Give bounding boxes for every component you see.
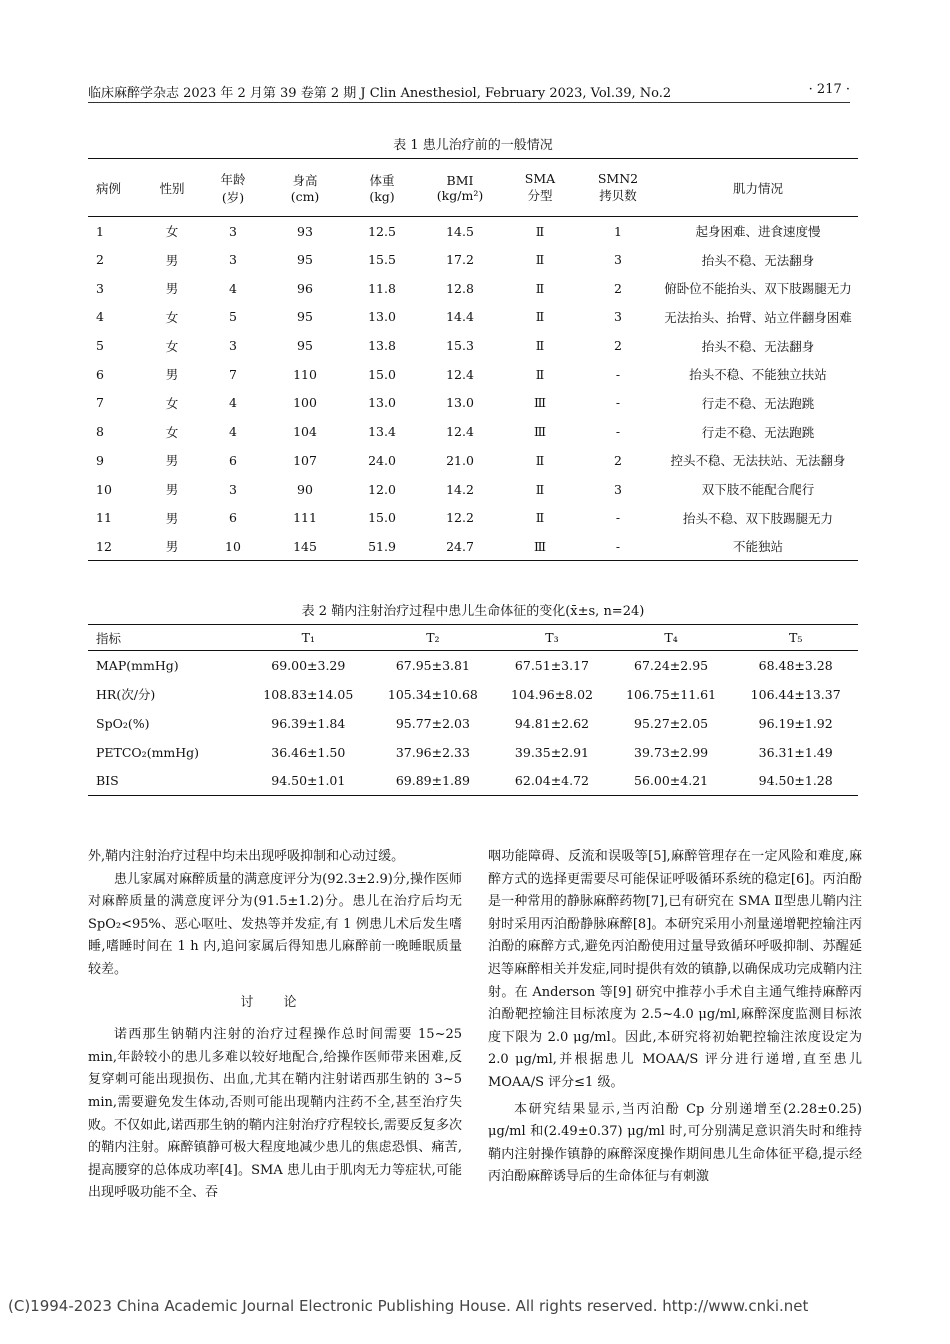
table1-cell: 11 [96,510,112,526]
table1-cell: 13.0 [368,309,396,325]
table1-cell: 15.0 [368,366,396,382]
table1-cell: - [615,538,621,554]
table1-cell: 10 [225,538,241,554]
table1-cell: 抬头不稳、双下肢踢腿无力 [682,510,833,526]
table1-cell: 5 [96,338,104,354]
table1-row [88,503,858,532]
table2-cell: 67.95±3.81 [395,657,470,673]
table2-header-row [88,625,858,651]
table1-cell: 3 [614,481,622,497]
table2-cell: BIS [96,773,119,789]
table1-cell: 男 [165,252,179,268]
table1-cell: 3 [229,223,237,239]
table1-cell: 不能独站 [732,539,783,555]
table2-cell: 37.96±2.33 [395,744,470,760]
table1-cell: Ⅱ [535,452,545,468]
t1-h-sex: 性别 [159,180,185,196]
table1-cell: 5 [229,309,237,325]
table1-cell: 4 [96,309,104,325]
table1-cell: 110 [293,366,317,382]
table1-cell: 1 [614,223,622,239]
table1-cell: 14.2 [446,481,474,497]
table2-caption: 表 2 鞘内注射治疗过程中患儿生命体征的变化(x̄±s, n=24) [301,604,645,619]
table1-cell: 男 [165,510,179,526]
table1-cell: 95 [297,252,313,268]
left-column [88,846,462,1205]
table1-cell: 控头不稳、无法扶站、无法翻身 [670,453,846,469]
table1-row [88,245,858,274]
table1-cell: 12.2 [446,510,474,526]
right-column [488,846,862,1189]
table1-cell: Ⅱ [535,280,545,296]
table1-cell: 行走不稳、无法跑跳 [701,424,815,440]
table1-cell: 女 [165,309,179,325]
table2-cell: 39.35±2.91 [514,744,590,760]
t1-h-case: 病例 [96,180,122,196]
table1-cell: 12.4 [446,366,474,382]
table1-cell: 行走不稳、无法跑跳 [701,395,815,411]
table1-cell: 4 [229,395,237,411]
table1-cell: Ⅲ [533,424,547,440]
table2-cell: 106.75±11.61 [626,686,717,702]
table1-cell: 107 [293,452,317,468]
table2-cell: 95.77±2.03 [395,715,470,731]
table1-cell: 2 [614,338,622,354]
left-p3: 诺西那生钠鞘内注射的治疗过程操作总时间需要 15~25 min,年龄较小的患儿多难以较好地配合,给操作医师带来困难,反复穿刺可能出现损伤、出血,尤其在鞘内注射诺西那生钠的 3~5 min,需要避免发生体动,否则可能出现鞘内注药不全,甚至治疗失败。不仅如此,诺西那生钠的鞘内注射治疗疗程较长,需要反复多次的鞘内注射。麻醉镇静可极大程度地减少患儿的焦虑恐惧、痛苦,提高腰穿的总体成功率[4]。SMA 患儿由于肌肉无力等症状,可能出现呼吸功能不全、吞 [88,1027,462,1201]
table2-row [88,651,858,680]
table1-cell: 3 [614,252,622,268]
table1-cell: 2 [96,252,104,268]
table2-cell: 56.00±4.21 [634,773,709,789]
table1-cell: 13.8 [368,338,396,354]
table1-cell: 9 [96,452,104,468]
table1-cell: 3 [229,252,237,268]
table2-header-cell: T₅ [789,630,803,645]
table1-cell: 女 [165,224,179,240]
table1-cell: 6 [229,510,237,526]
table2-row [88,680,858,709]
table1-cell: 女 [165,338,179,354]
table1-cell: 14.4 [446,309,474,325]
table1-row [88,360,858,389]
table1-cell: - [615,395,621,411]
table1-cell: 12.0 [368,481,396,497]
table1-cell: 3 [229,481,237,497]
table1-cell: 双下肢不能配合爬行 [701,482,815,498]
table2-cell: 106.44±13.37 [750,686,841,702]
table1-cell: Ⅱ [535,338,545,354]
table2-cell: MAP(mmHg) [96,657,179,673]
table1-cell: 12 [96,538,112,554]
running-header [88,80,850,103]
table2-header-cell: T₂ [426,630,440,645]
table1-row [88,331,858,360]
table1-cell: - [615,424,621,440]
table2-cell: 36.31±1.49 [758,744,833,760]
table1-row [88,389,858,418]
table1-cell: 女 [165,395,179,411]
table1-cell: 男 [165,367,179,383]
table1-cell: Ⅱ [535,309,545,325]
table2-cell: 67.24±2.95 [634,657,709,673]
table1-cell: 100 [293,395,317,411]
table1-cell: 145 [293,538,317,554]
table2-cell: 69.89±1.89 [395,773,470,789]
table1-cell: 10 [96,481,112,497]
table1-row [88,417,858,446]
table2-cell: 94.50±1.28 [758,773,833,789]
table1-cell: 51.9 [368,538,396,554]
table1-cell: 抬头不稳、不能独立扶站 [689,367,827,383]
t1-h-bmi: BMI (kg/m²) [436,172,484,203]
table1-cell: 俯卧位不能抬头、双下肢踢腿无力 [664,281,852,297]
table1 [88,158,858,561]
table1-cell: 2 [614,280,622,296]
table2-cell: 108.83±14.05 [263,686,354,702]
table1-cell: 12.4 [446,424,474,440]
table1-cell: 24.7 [446,538,474,554]
t1-h-height: 身高 (cm) [290,173,320,204]
table2-cell: 105.34±10.68 [387,686,478,702]
journal-citation: 临床麻醉学杂志 2023 年 2 月第 39 卷第 2 期 J Clin Anesthesiol, February 2023, Vol.39, No.2 [88,86,672,101]
left-p1: 外,鞘内注射治疗过程中均未出现呼吸抑制和心动过缓。 [88,849,405,864]
t1-h-weight: 体重 (kg) [369,173,395,204]
table1-cell: 1 [96,223,104,239]
right-p2: 本研究结果显示,当丙泊酚 Cp 分别递增至(2.28±0.25) μg/ml 和(2.49±0.37) μg/ml 时,可分别满足意识消失时和维持鞘内注射操作镇静的麻醉深度操作期间患儿生命体征平稳,提示经丙泊酚麻醉诱导后的生命体征与有刺激 [488,1101,862,1185]
table1-cell: 13.4 [368,424,396,440]
table1-cell: 7 [229,366,237,382]
table1-row [88,274,858,303]
table1-cell: 抬头不稳、无法翻身 [701,338,815,354]
left-p2: 患儿家属对麻醉质量的满意度评分为(92.3±2.9)分,操作医师对麻醉质量的满意度评分为(91.5±1.2)分。患儿在治疗后均无 SpO₂<95%、恶心呕吐、发热等并发症,有 1 例患儿术后发生嗜睡,嗜睡时间在 1 h 内,追问家属后得知患儿麻醉前一晚睡眠质量较差。 [88,871,462,977]
table2-header-cell: T₃ [545,630,559,645]
table2-cell: 68.48±3.28 [758,657,833,673]
table1-cell: Ⅱ [535,366,545,382]
table1-cell: 3 [96,280,104,296]
table1-row [88,446,858,475]
table2-header-cell: 指标 [96,630,122,646]
table1-header-row [88,159,858,217]
table1-cell: 男 [165,281,179,297]
table2-cell: SpO₂(%) [96,715,150,731]
table1-cell: Ⅱ [535,510,545,526]
copyright-footer: (C)1994-2023 China Academic Journal Electronic Publishing House. All rights reserved. http://www.cnki.net [8,1297,809,1315]
t1-h-smn2: SMN2 拷贝数 [597,171,639,203]
table1-cell: 12.8 [446,280,474,296]
table1-cell: 13.0 [368,395,396,411]
table1-cell: 6 [96,366,104,382]
table1-cell: 14.5 [446,223,474,239]
right-p1: 咽功能障碍、反流和误吸等[5],麻醉管理存在一定风险和难度,麻醉方式的选择更需要尽可能保证呼吸循环系统的稳定[6]。丙泊酚是一种常用的静脉麻醉药物[7],已有研究在 SMA Ⅱ型患儿鞘内注射时采用丙泊酚静脉麻醉[8]。本研究采用小剂量递增靶控输注丙泊酚的麻醉方式,避免丙泊酚使用过量导致循环呼吸抑制、苏醒延迟等麻醉相关并发症,同时提供有效的镇静,以确保成功完成鞘内注射。在 Anderson 等[9] 研究中推荐小手术自主通气维持麻醉丙泊酚靶控输注目标浓度为 2.5~4.0 μg/ml,麻醉深度监测目标浓度下限为 2.0 μg/ml。因此,本研究将初始靶控输注浓度设定为 2.0 μg/ml,并根据患儿 MOAA/S 评分进行递增,直至患儿 MOAA/S 评分≤1 级。 [488,849,862,1090]
table2-cell: 69.00±3.29 [271,657,346,673]
table1-cell: 21.0 [446,452,474,468]
table1-cell: 17.2 [446,252,474,268]
table1-row [88,475,858,504]
table1-cell: 111 [293,510,317,526]
table1-cell: Ⅱ [535,481,545,497]
table1-cell: 4 [229,280,237,296]
table2 [88,624,858,796]
table1-cell: 104 [293,424,317,440]
table2-cell: 67.51±3.17 [514,657,590,673]
t1-h-muscle: 肌力情况 [732,180,783,196]
table1-cell: 3 [614,309,622,325]
table1-cell: 8 [96,424,104,440]
table1-cell: 15.5 [368,252,396,268]
table2-row [88,767,858,796]
table1-row [88,217,858,246]
table2-cell: 62.04±4.72 [514,773,590,789]
table1-cell: Ⅲ [533,395,547,411]
table1-cell: 13.0 [446,395,474,411]
table1-cell: 11.8 [368,280,396,296]
table1-row [88,532,858,561]
table1-cell: 男 [165,482,179,498]
table2-header-cell: T₁ [301,630,315,645]
table1-cell: 3 [229,338,237,354]
table1-cell: - [615,366,621,382]
table2-row [88,738,858,767]
page-number: · 217 · [808,82,850,97]
table1-cell: 15.0 [368,510,396,526]
t1-h-age: 年龄 (岁) [220,171,246,205]
table1-cell: 2 [614,452,622,468]
table1-cell: Ⅲ [533,538,547,554]
table2-cell: 36.46±1.50 [271,744,346,760]
table1-cell: 95 [297,309,313,325]
table2-cell: 96.19±1.92 [758,715,833,731]
table1-cell: 12.5 [368,223,396,239]
section-heading: 讨 论 [240,994,310,1010]
table2-cell: 96.39±1.84 [271,715,346,731]
table2-header-cell: T₄ [664,630,678,645]
table1-cell: 6 [229,452,237,468]
table2-cell: PETCO₂(mmHg) [96,744,200,760]
table2-cell: 94.50±1.01 [271,773,346,789]
table1-cell: 15.3 [446,338,474,354]
table2-cell: 39.73±2.99 [634,744,709,760]
table2-cell: 94.81±2.62 [514,715,590,731]
table1-cell: Ⅱ [535,252,545,268]
table1-cell: 男 [165,453,179,469]
table1-caption: 表 1 患儿治疗前的一般情况 [393,138,553,153]
table1-cell: 95 [297,338,313,354]
table1-cell: 起身困难、进食速度慢 [695,224,821,240]
table1-cell: 抬头不稳、无法翻身 [701,252,815,268]
table2-cell: HR(次/分) [96,687,156,702]
table2-row [88,709,858,738]
table1-cell: 无法抬头、抬臂、站立伴翻身困难 [664,309,852,325]
table1-cell: - [615,510,621,526]
table2-cell: 95.27±2.05 [634,715,709,731]
table1-cell: 90 [297,481,313,497]
table1-cell: 93 [297,223,313,239]
table1-cell: 男 [165,539,179,555]
table1-cell: 4 [229,424,237,440]
table1-cell: 女 [165,424,179,440]
table1-cell: Ⅱ [535,223,545,239]
t1-h-sma: SMA 分型 [524,171,556,203]
table1-cell: 7 [96,395,104,411]
table1-row [88,303,858,332]
table1-cell: 24.0 [368,452,396,468]
table1-cell: 96 [297,280,313,296]
table2-cell: 104.96±8.02 [510,686,593,702]
